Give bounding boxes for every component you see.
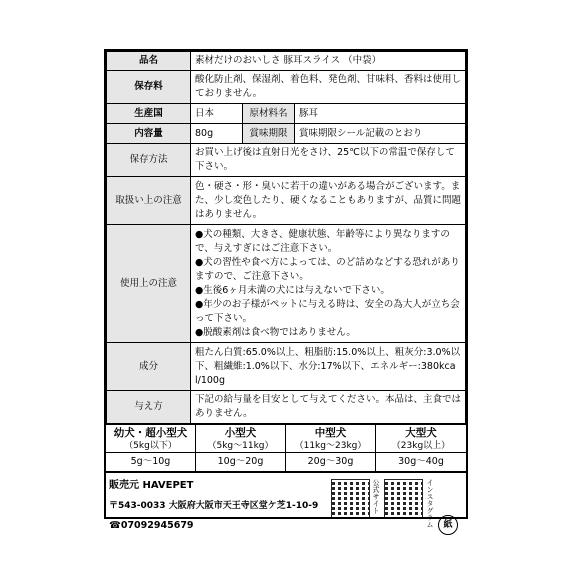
value-ingredients: 豚耳: [295, 104, 466, 124]
size-column-medium: [286, 425, 376, 471]
value-product-name: 素材だけのおいしさ 豚耳スライス （中袋）: [191, 52, 466, 71]
size-weight: （23kg以上）: [376, 440, 466, 453]
size-name: 中型犬: [314, 427, 347, 439]
label-handling: 取扱い上の注意: [107, 177, 191, 225]
label-product-name: 品名: [107, 52, 191, 71]
website-qr-caption: 公式サイト: [372, 479, 380, 514]
row-handling: [107, 177, 466, 225]
label-usage: 使用上の注意: [107, 225, 191, 343]
label-ingredients: 原材料名: [243, 104, 295, 124]
usage-line: ●生後6ヶ月未満の犬には与えないで下さい。: [195, 284, 390, 296]
size-column-small: [196, 425, 286, 471]
value-expiry: 賞味期限シール記載のとおり: [295, 124, 466, 144]
value-handling: 色・硬さ・形・臭いに若干の違いがある場合がございます。また、少し変色したり、硬くなることもありますが、品質に問題はありません。: [191, 177, 466, 225]
size-amount: 5g〜10g: [130, 456, 171, 467]
size-column-toy: [106, 425, 196, 471]
value-content: 80g: [191, 124, 243, 144]
size-weight: （11kg〜23kg）: [286, 440, 375, 453]
label-storage-agents: 保存料: [107, 71, 191, 104]
size-amount: 10g〜20g: [217, 456, 264, 467]
usage-line: ●犬の習性や食べ方によっては、のど詰めなどする恐れがありますので、ご注意下さい。: [195, 256, 460, 282]
row-composition: [107, 343, 466, 391]
label-feeding: 与え方: [107, 391, 191, 424]
value-usage: [191, 225, 466, 343]
size-column-large: [376, 425, 466, 471]
spec-table: [106, 51, 466, 424]
size-name: 幼犬・超小型犬: [113, 427, 188, 439]
size-name: 大型犬: [405, 427, 437, 439]
size-amount: 30g〜40g: [398, 456, 444, 467]
row-origin: [107, 104, 466, 124]
row-usage: [107, 225, 466, 343]
value-composition: 粗たん白質:65.0%以上、粗脂肪:15.0%以上、粗灰分:3.0%以下、粗繊維:1.0%以下、水分:17%以下、エネルギー:380kcal/100g: [191, 343, 466, 391]
usage-line: ●脱酸素剤は食べ物ではありません。: [195, 326, 356, 338]
seller-footer: [106, 471, 466, 553]
seller-phone: ☎07092945679: [109, 520, 194, 531]
feeding-amount-table: [106, 424, 466, 471]
usage-line: ●犬の種類、大きさ、健康状態、年齢等により異なりますので、与えすぎにはご注意下さい。: [195, 228, 450, 254]
value-feeding: 下記の給与量を目安として与えてください。本品は、主食ではありません。: [191, 391, 466, 424]
label-content: 内容量: [107, 124, 191, 144]
usage-line: ●年少のお子様がペットに与える時は、安全の為大人が立ち会って下さい。: [195, 298, 460, 324]
value-storage-agents: 酸化防止剤、保湿剤、着色料、発色剤、甘味料、香料は使用しておりません。: [191, 71, 466, 104]
size-weight: （5kg以下）: [106, 440, 195, 453]
value-storage-method: お買い上げ後は直射日光をさけ、25℃以下の常温で保存して下さい。: [191, 144, 466, 177]
row-feeding: [107, 391, 466, 424]
instagram-qr-caption: インスタグラム: [426, 479, 434, 528]
row-product-name: [107, 52, 466, 71]
size-name: 小型犬: [224, 427, 257, 439]
paper-recycle-icon: 紙: [438, 515, 458, 535]
label-origin: 生産国: [107, 104, 191, 124]
row-content: [107, 124, 466, 144]
label-composition: 成分: [107, 343, 191, 391]
value-origin: 日本: [191, 104, 243, 124]
size-weight: （5kg〜11kg）: [196, 440, 285, 453]
seller-address: 〒543-0033 大阪府大阪市天王寺区堂ケ芝1-10-9: [109, 501, 319, 511]
label-expiry: 賞味期限: [243, 124, 295, 144]
size-amount: 20g〜30g: [307, 456, 354, 467]
row-storage-agents: [107, 71, 466, 104]
row-storage-method: [107, 144, 466, 177]
seller-name: 販売元 HAVEPET: [109, 480, 194, 491]
label-storage-method: 保存方法: [107, 144, 191, 177]
instagram-qr-code[interactable]: [384, 479, 423, 518]
website-qr-code[interactable]: [331, 479, 370, 518]
product-label-sheet: [104, 49, 468, 531]
